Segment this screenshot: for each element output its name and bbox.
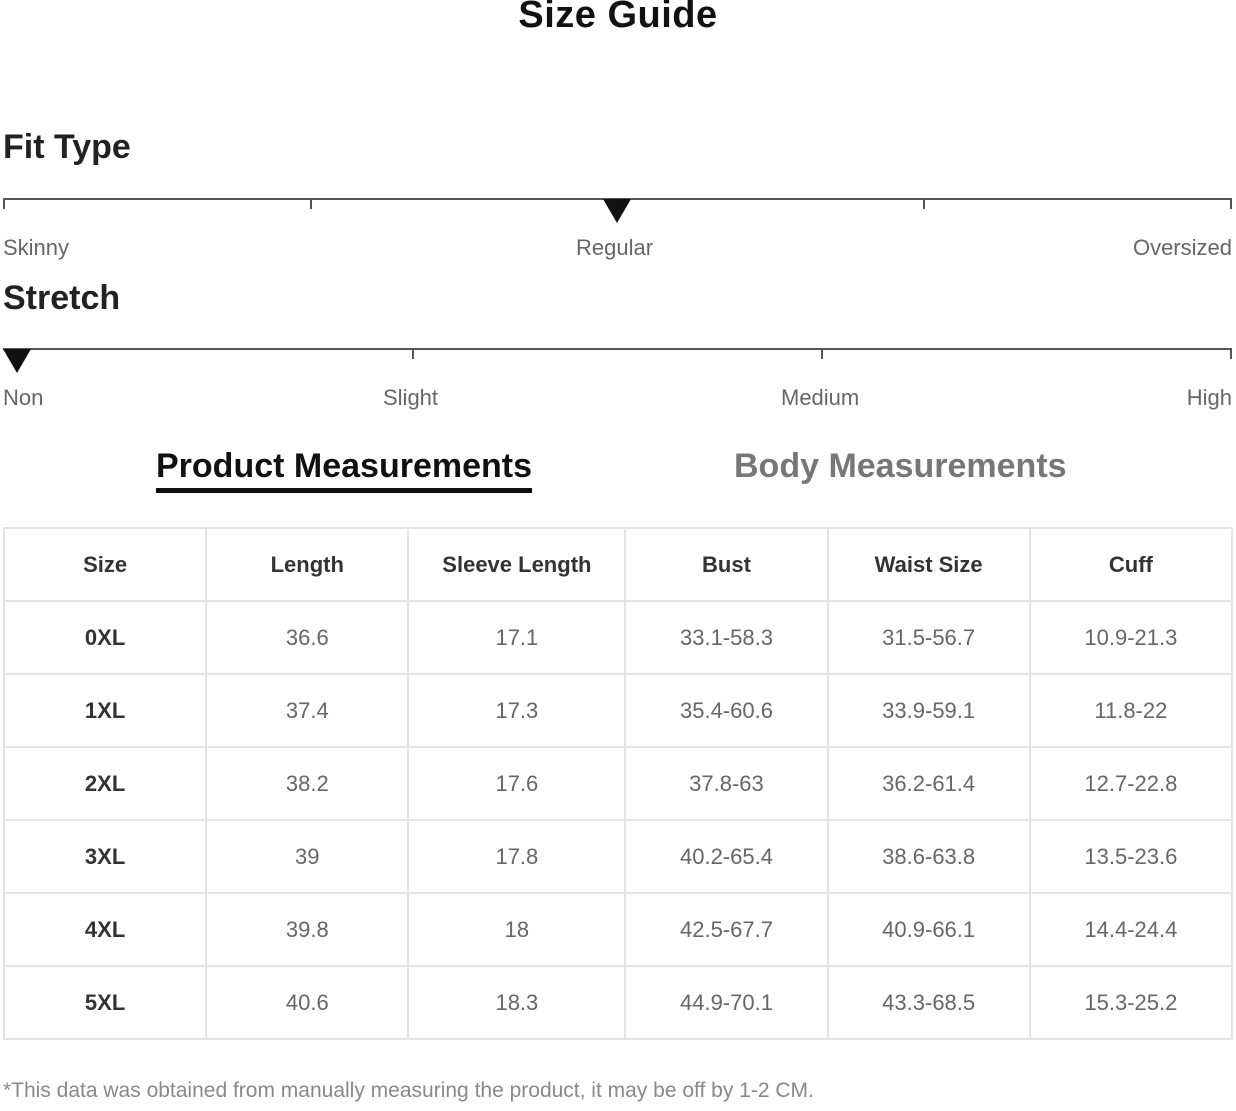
waist-size-cell: 38.6-63.8: [828, 820, 1030, 893]
bust-cell: 33.1-58.3: [625, 601, 827, 674]
column-header-cuff: Cuff: [1030, 528, 1232, 601]
waist-size-cell: 40.9-66.1: [828, 893, 1030, 966]
fit-type-tick: [1230, 198, 1232, 209]
tab-body-measurements[interactable]: Body Measurements: [734, 447, 1067, 485]
stretch-label-high: High: [1186, 385, 1232, 410]
column-header-size: Size: [4, 528, 206, 601]
stretch-scale: [3, 347, 1232, 417]
table-header-row: [4, 528, 1232, 601]
size-cell: 1XL: [4, 674, 206, 747]
fit-label-skinny: Skinny: [3, 235, 70, 260]
table-row: [4, 601, 1232, 674]
size-cell: 5XL: [4, 966, 206, 1039]
sleeve-length-cell: 18: [408, 893, 625, 966]
bust-cell: 42.5-67.7: [625, 893, 827, 966]
fit-label-regular: Regular: [576, 235, 654, 260]
stretch-label-medium: Medium: [781, 385, 860, 410]
sleeve-length-cell: 17.8: [408, 820, 625, 893]
bust-cell: 37.8-63: [625, 747, 827, 820]
sleeve-length-cell: 17.6: [408, 747, 625, 820]
fit-type-scale: [3, 197, 1232, 267]
column-header-length: Length: [206, 528, 408, 601]
bust-cell: 35.4-60.6: [625, 674, 827, 747]
bust-cell: 44.9-70.1: [625, 966, 827, 1039]
table-row: [4, 747, 1232, 820]
table-row: [4, 966, 1232, 1039]
size-cell: 3XL: [4, 820, 206, 893]
table-row: [4, 820, 1232, 893]
stretch-label-slight: Slight: [383, 385, 439, 410]
fit-type-tick: [3, 198, 5, 209]
waist-size-cell: 33.9-59.1: [828, 674, 1030, 747]
length-cell: 40.6: [206, 966, 408, 1039]
length-cell: 39: [206, 820, 408, 893]
stretch-marker-icon: [3, 349, 31, 373]
length-cell: 38.2: [206, 747, 408, 820]
stretch-title: Stretch: [3, 279, 121, 317]
length-cell: 37.4: [206, 674, 408, 747]
fit-type-tick: [310, 198, 312, 209]
size-cell: 4XL: [4, 893, 206, 966]
fit-type-tick: [923, 198, 925, 209]
measurement-footnote: *This data was obtained from manually measuring the product, it may be off by 1-2 CM.: [3, 1079, 814, 1102]
cuff-cell: 11.8-22: [1030, 674, 1232, 747]
size-cell: 0XL: [4, 601, 206, 674]
fit-type-title: Fit Type: [3, 128, 131, 166]
column-header-bust: Bust: [625, 528, 827, 601]
table-row: [4, 674, 1232, 747]
sleeve-length-cell: 17.3: [408, 674, 625, 747]
waist-size-cell: 31.5-56.7: [828, 601, 1030, 674]
page-title: Size Guide: [518, 0, 718, 36]
tab-product-measurements[interactable]: Product Measurements: [156, 447, 532, 493]
table-row: [4, 893, 1232, 966]
length-cell: 36.6: [206, 601, 408, 674]
waist-size-cell: 36.2-61.4: [828, 747, 1030, 820]
cuff-cell: 15.3-25.2: [1030, 966, 1232, 1039]
size-table: [3, 527, 1233, 1040]
column-header-sleeve-length: Sleeve Length: [408, 528, 625, 601]
cuff-cell: 12.7-22.8: [1030, 747, 1232, 820]
sleeve-length-cell: 17.1: [408, 601, 625, 674]
stretch-tick: [821, 348, 823, 359]
sleeve-length-cell: 18.3: [408, 966, 625, 1039]
cuff-cell: 10.9-21.3: [1030, 601, 1232, 674]
length-cell: 39.8: [206, 893, 408, 966]
fit-type-marker-icon: [603, 199, 631, 223]
stretch-tick: [1230, 348, 1232, 359]
fit-label-oversized: Oversized: [1132, 235, 1232, 260]
size-cell: 2XL: [4, 747, 206, 820]
waist-size-cell: 43.3-68.5: [828, 966, 1030, 1039]
cuff-cell: 14.4-24.4: [1030, 893, 1232, 966]
stretch-label-non: Non: [3, 385, 44, 410]
stretch-tick: [412, 348, 414, 359]
stretch-scale-line: [3, 348, 1232, 350]
cuff-cell: 13.5-23.6: [1030, 820, 1232, 893]
column-header-waist-size: Waist Size: [828, 528, 1030, 601]
bust-cell: 40.2-65.4: [625, 820, 827, 893]
